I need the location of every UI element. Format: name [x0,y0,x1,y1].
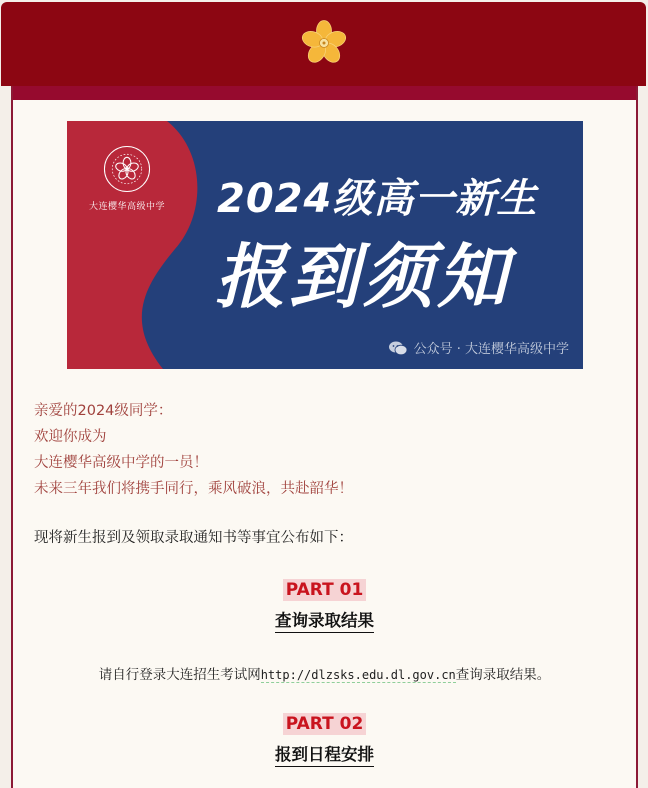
admission-site-link[interactable]: http://dlzsks.edu.dl.gov.cn [260,668,456,682]
query-prefix: 请自行登录大连招生考试网 [98,667,261,683]
section-title: 查询录取结果 [275,607,374,633]
query-instruction [13,663,636,683]
card-top-band [13,86,636,100]
hero-banner [67,121,583,369]
banner-title-line2: 报到须知 [215,236,511,318]
section-part-01 [13,579,636,633]
greeting-line: 亲爱的2024级同学： [34,403,173,419]
school-logo [77,143,177,212]
part-label: PART 02 [283,713,367,735]
greeting-line: 大连樱华高级中学的一员！ [34,455,208,471]
query-suffix: 查询录取结果。 [455,667,551,683]
logo-school-name: 大连樱华高级中学 [88,202,165,212]
school-emblem-icon [101,143,153,195]
greeting-block [34,398,614,502]
sakura-flower-icon [299,18,349,68]
section-part-02 [13,713,636,767]
greeting-line: 未来三年我们将携手同行，乘风破浪，共赴韶华！ [34,481,353,497]
wechat-icon [388,340,408,356]
watermark [388,338,569,357]
intro-text: 现将新生报到及领取录取通知书等事宜公布如下： [34,530,353,546]
content-card [11,86,638,788]
part-label: PART 01 [283,579,367,601]
banner-title-line1: 2024级高一新生 [217,176,538,222]
watermark-text: 公众号 · 大连樱华高级中学 [413,342,569,357]
greeting-line: 欢迎你成为 [34,429,107,445]
section-title: 报到日程安排 [275,741,374,767]
top-header-bar [1,2,646,86]
